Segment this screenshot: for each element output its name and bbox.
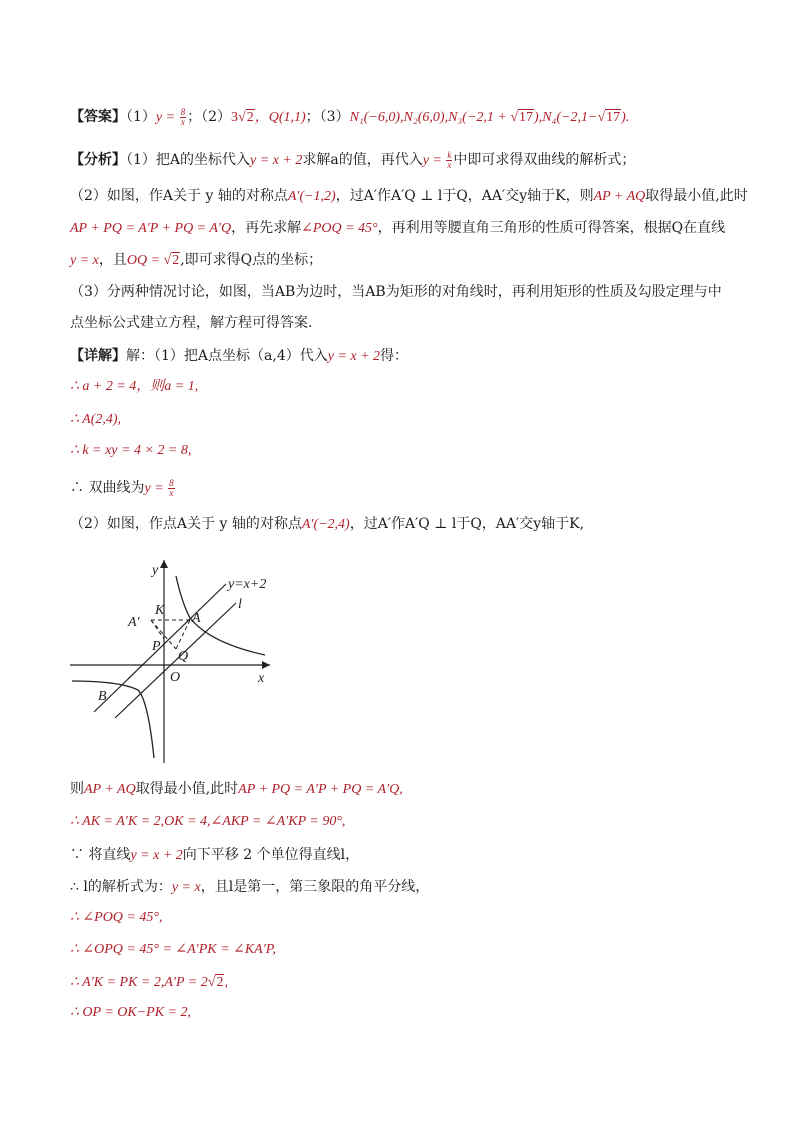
fraction: $\frac{8}{x}$ bbox=[180, 106, 186, 127]
label-l: l bbox=[238, 597, 242, 612]
detail-line-14: ∴ OP = OK−PK = 2, bbox=[70, 1005, 191, 1020]
answer-line: 【答案】（1）y = $\frac{8}{x}$ ；（2）3√2，Q(1,1)；（3）N₁(−6,0),N₂(6,0),N₃(−2,1 + √17),N₄(−2,1−√17). bbox=[70, 106, 630, 127]
label-line-y-eq-x-plus-2: y=x+2 bbox=[228, 577, 267, 592]
hyperbola-figure bbox=[70, 548, 290, 763]
label-q: Q bbox=[178, 649, 189, 664]
detail-line-4: ∴ k = xy = 4 × 2 = 8, bbox=[70, 443, 192, 458]
detail-line-3: ∴ A(2,4), bbox=[70, 412, 122, 427]
segment-aq bbox=[176, 620, 190, 649]
label-b: B bbox=[98, 689, 107, 704]
analysis-line-1: 【分析】（1）把A的坐标代入y = x + 2求解a的值，再代入y = $\frac{k}{x}$ 中即可求得双曲线的解析式； bbox=[70, 149, 636, 170]
analysis-tag: 【分析】 bbox=[70, 152, 126, 168]
detail-line-7: 则AP + AQ取得最小值,此时AP + PQ = A′P + PQ = A′Q, bbox=[70, 781, 403, 797]
detail-line-1: 【详解】解：（1）把A点坐标（a,4）代入y = x + 2得： bbox=[70, 348, 409, 364]
label-a: A bbox=[192, 611, 201, 626]
analysis-line-2: （2）如图，作A关于 y 轴的对称点A′(−1,2)，过A′作A′Q ⊥ l于Q，AA′交y轴于K，则AP + AQ取得最小值,此时 bbox=[70, 188, 748, 204]
detail-tag: 【详解】 bbox=[70, 348, 126, 364]
detail-line-10: ∴ l的解析式为：y = x，且l是第一，第三象限的角平分线， bbox=[70, 879, 430, 895]
detail-line-9: ∵ 将直线y = x + 2向下平移 2 个单位得直线l， bbox=[70, 847, 360, 863]
analysis-line-4: y = x，且OQ = √2,即可求得Q点的坐标； bbox=[70, 252, 323, 268]
segment-a-prime-p bbox=[151, 620, 164, 639]
detail-line-6: （2）如图，作点A关于 y 轴的对称点A′(−2,4)，过A′作A′Q ⊥ l于Q，AA′交y轴于K, bbox=[70, 516, 585, 532]
answer-tag: 【答案】 bbox=[70, 109, 126, 125]
label-k: K bbox=[155, 603, 165, 618]
label-o: O bbox=[170, 670, 181, 685]
detail-line-12: ∴ ∠OPQ = 45° = ∠A′PK = ∠KA′P, bbox=[70, 942, 277, 957]
detail-line-13: ∴ A′K = PK = 2,A′P = 2√2, bbox=[70, 975, 228, 990]
analysis-line-6: 点坐标公式建立方程，解方程可得答案. bbox=[70, 315, 313, 331]
label-y: y bbox=[152, 563, 159, 578]
y-axis-arrow bbox=[160, 560, 168, 568]
label-p: P bbox=[152, 639, 161, 654]
detail-line-11: ∴ ∠POQ = 45°, bbox=[70, 910, 163, 925]
analysis-line-3: AP + PQ = A′P + PQ = A′Q，再先求解∠POQ = 45°，再利用等腰直角三角形的性质可得答案，根据Q在直线 bbox=[70, 220, 726, 236]
label-x: x bbox=[258, 671, 265, 686]
analysis-line-5: （3）分两种情况讨论，如图，当AB为边时，当AB为矩形的对角线时，再利用矩形的性质及勾股定理与中 bbox=[70, 284, 722, 300]
label-a-prime: A′ bbox=[128, 615, 140, 630]
detail-line-5: ∴ 双曲线为y = $\frac{8}{x}$ bbox=[70, 477, 174, 498]
detail-line-2: ∴ a + 2 = 4，则a = 1, bbox=[70, 379, 199, 394]
x-axis-arrow bbox=[262, 661, 270, 669]
detail-line-8: ∴ AK = A′K = 2,OK = 4,∠AKP = ∠A′KP = 90°, bbox=[70, 814, 346, 829]
